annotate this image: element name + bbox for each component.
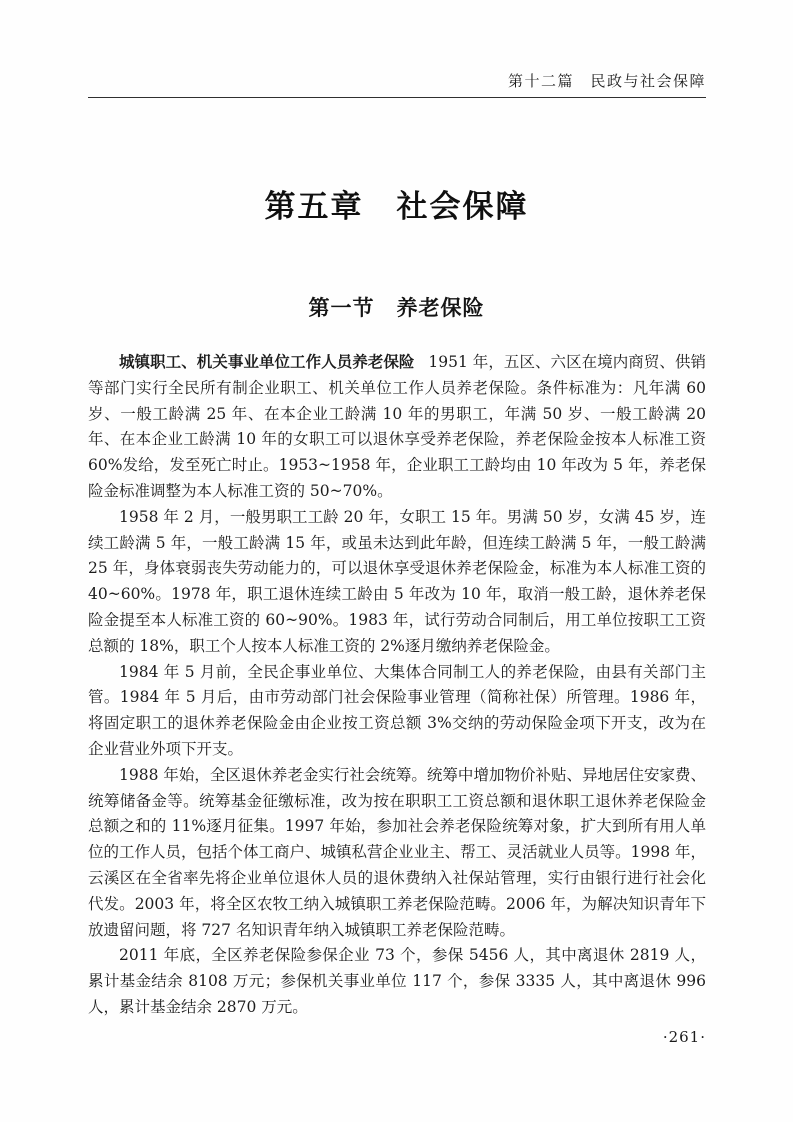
header-rule [88,97,706,98]
paragraph-2: 1958 年 2 月，一般男职工工龄 20 年，女职工 15 年。男满 50 岁，女满 45 岁，连续工龄满 5 年，一般工龄满 15 年，或虽未达到此年龄，但连续工龄满 5 年，一般工龄满 25 年，身体衰弱丧失劳动能力的，可以退休享受退休养老保险金，标准为本人标准工资的 40~60%。1978 年，职工退休连续工龄由 5 年改为 10 年，取消一般工龄，退休养老保险金提至本人标准工资的 60~90%。1983 年，试行劳动合同制后，用工单位按职工工资总额的 18%，职工个人按本人标准工资的 2%逐月缴纳养老保险金。 [88,507,706,655]
running-header-text: 第十二篇 民政与社会保障 [507,72,706,90]
page-number: ·261· [662,1028,706,1046]
paragraph-1-lead-in: 城镇职工、机关事业单位工作人员养老保险 [119,352,415,371]
body-text [88,349,706,1021]
paragraph-4: 1988 年始，全区退休养老金实行社会统筹。统筹中增加物价补贴、异地居住安家费、统筹储备金等。统筹基金征缴标准，改为按在职职工工资总额和退休职工退休养老保险金总额之和的 11%逐月征集。1997 年始，参加社会养老保险统筹对象，扩大到所有用人单位的工作人员，包括个体工商户、城镇私营企业业主、帮工、灵活就业人员等。1998 年，云溪区在全省率先将企业单位退休人员的退休费纳入社保站管理，实行由银行进行社会化代发。2003 年，将全区农牧工纳入城镇职工养老保险范畴。2006 年，为解决知识青年下放遗留问题，将 727 名知识青年纳入城镇职工养老保险范畴。 [88,765,706,939]
paragraph-1-text: 1951 年，五区、六区在境内商贸、供销等部门实行全民所有制企业职工、机关单位工作人员养老保险。条件标准为：凡年满 60 岁、一般工龄满 25 年、在本企业工龄满 10 年的男职工，年满 50 岁、一般工龄满 20 年、在本企业工龄满 10 年的女职工可以退休享受养老保险，养老保险金按本人标准工资 60%发给，发至死亡时止。1953~1958 年，企业职工工龄均由 10 年改为 5 年，养老保险金标准调整为本人标准工资的 50~70%。 [88,353,706,500]
running-header [88,70,706,91]
paragraph-1 [88,349,706,505]
section-title: 第一节 养老保险 [308,296,485,320]
chapter-title: 第五章 社会保障 [264,189,529,225]
paragraph-5: 2011 年底，全区养老保险参保企业 73 个，参保 5456 人，其中离退休 2819 人，累计基金结余 8108 万元；参保机关事业单位 117 个，参保 3335 人，其中离退休 996 人，累计基金结余 2870 万元。 [88,946,706,1016]
paragraph-3: 1984 年 5 月前，全民企事业单位、大集体合同制工人的养老保险，由县有关部门主管。1984 年 5 月后，由市劳动部门社会保险事业管理（简称社保）所管理。1986 年，将固定职工的退休养老保险金由企业按工资总额 3%交纳的劳动保险金项下开支，改为在企业营业外项下开支。 [88,662,706,758]
